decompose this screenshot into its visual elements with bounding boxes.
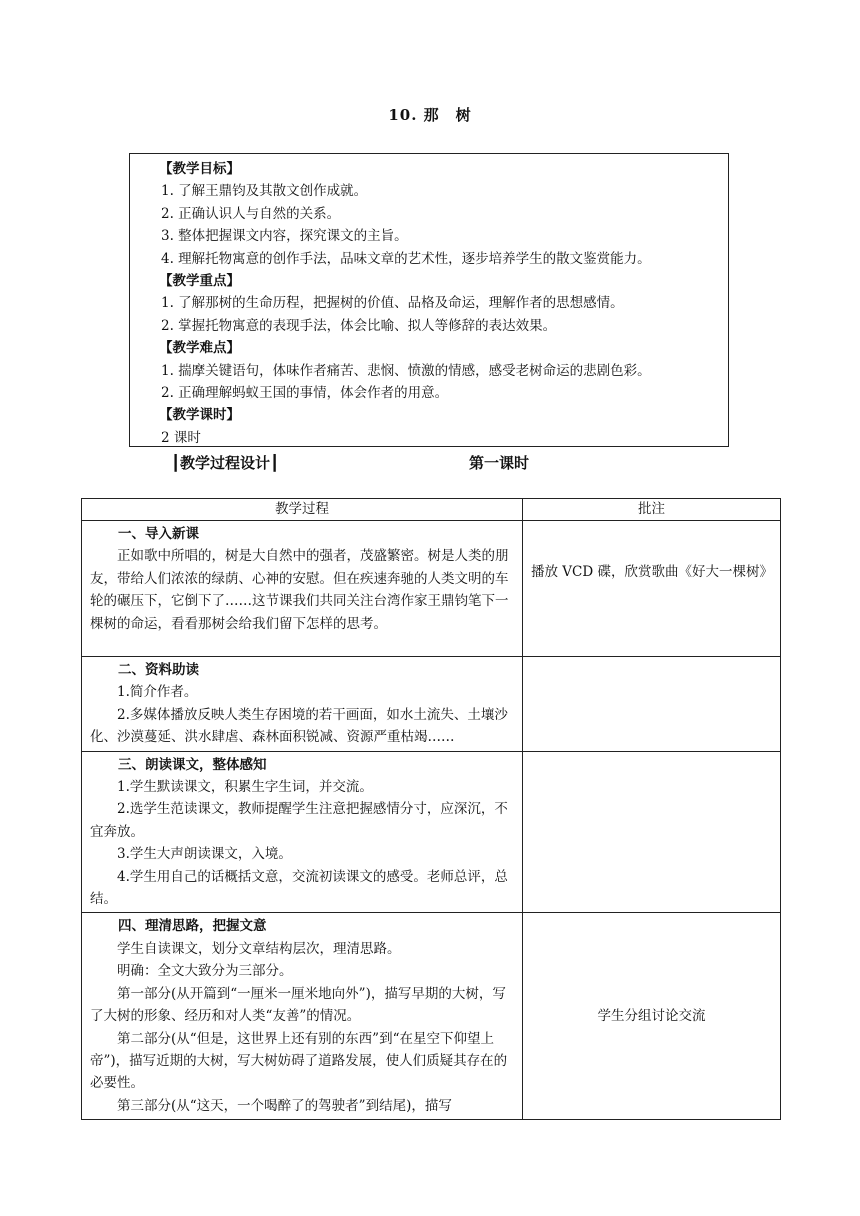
row-line: 学生自读课文，划分文章结构层次，理清思路。: [117, 940, 401, 957]
difficult-point-item: 1. 揣摩关键语句，体味作者痛苦、悲悯、愤激的情感，感受老树命运的悲剧色彩。: [161, 362, 651, 379]
table-row: [82, 521, 781, 657]
process-cell: [82, 751, 523, 913]
row-heading: 四、理清思路，把握文意: [118, 918, 267, 935]
table-row: [82, 913, 781, 1120]
section-heading: ┃教学过程设计┃: [171, 454, 280, 472]
objectives-box: [129, 153, 729, 447]
goal-item: 2. 正确认识人与自然的关系。: [161, 205, 341, 222]
note-cell: 学生分组讨论交流: [523, 913, 781, 1120]
row-line: 2.选学生范读课文，教师提醒学生注意把握感情分寸，应深沉，不宜奔放。: [90, 801, 508, 840]
note-cell: [523, 751, 781, 913]
teaching-process-table: [81, 498, 781, 1120]
key-heading: 【教学重点】: [159, 273, 240, 290]
row-line: 第一部分(从开篇到“一厘米一厘米地向外”)，描写早期的大树，写了大树的形象、经历和对人类“友善”的情况。: [90, 985, 506, 1025]
row-line: 4.学生用自己的话概括文意，交流初读课文的感受。老师总评，总结。: [90, 868, 508, 908]
hours-value: 2 课时: [161, 429, 201, 446]
difficult-heading: 【教学难点】: [159, 340, 240, 357]
row-heading: 一、导入新课: [118, 526, 199, 542]
goals-heading: 【教学目标】: [159, 161, 240, 177]
row-line: 3.学生大声朗读课文，入境。: [117, 846, 292, 863]
goal-item: 4. 理解托物寓意的创作手法，品味文章的艺术性，逐步培养学生的散文鉴赏能力。: [161, 250, 651, 267]
key-point-item: 1. 了解那树的生命历程，把握树的价值、品格及命运，理解作者的思想感情。: [161, 295, 624, 312]
row-heading: 三、朗读课文，整体感知: [118, 756, 267, 773]
key-point-item: 2. 掌握托物寓意的表现手法，体会比喻、拟人等修辞的表达效果。: [161, 317, 557, 334]
header-process: 教学过程: [82, 499, 523, 521]
row-line: 第二部分(从“但是，这世界上还有别的东西”到“在星空下仰望上帝”)，描写近期的大树，写大树妨碍了道路发展，使人们质疑其存在的必要性。: [90, 1030, 508, 1092]
row-line: 1.学生默读课文，积累生字生词，并交流。: [117, 779, 373, 796]
table-header-row: [82, 499, 781, 521]
table-row: [82, 657, 781, 752]
header-notes: 批注: [523, 499, 781, 521]
process-cell: [82, 657, 523, 752]
row-heading: 二、资料助读: [118, 662, 199, 678]
row-line: 明确：全文大致分为三部分。: [117, 963, 293, 980]
hours-heading: 【教学课时】: [159, 407, 240, 424]
goal-item: 3. 整体把握课文内容，探究课文的主旨。: [161, 228, 408, 245]
row-line: 2.多媒体播放反映人类生存困境的若干画面，如水土流失、土壤沙化、沙漠蔓延、洪水肆虐、森林面积锐减、资源严重枯竭……: [90, 706, 508, 746]
process-cell: [82, 913, 523, 1120]
note-cell: [523, 657, 781, 752]
lesson-title: 10. 那 树: [388, 106, 472, 124]
period-heading: 第一课时: [469, 454, 530, 472]
difficult-point-item: 2. 正确理解蚂蚁王国的事情，体会作者的用意。: [161, 385, 449, 402]
table-row: [82, 751, 781, 913]
row-paragraph: 正如歌中所唱的，树是大自然中的强者，茂盛繁密。树是人类的朋友，带给人们浓浓的绿荫、心神的安慰。但在疾速奔驰的人类文明的车轮的碾压下，它倒下了……这节课我们共同关注台湾作家王鼎钧笔下一棵树的命运，看看那树会给我们留下怎样的思考。: [90, 548, 509, 632]
process-cell: [82, 521, 523, 657]
goal-item: 1. 了解王鼎钧及其散文创作成就。: [161, 183, 368, 200]
note-cell: 播放 VCD 碟，欣赏歌曲《好大一棵树》: [523, 521, 781, 657]
row-line: 1.简介作者。: [117, 684, 198, 701]
row-line: 第三部分(从“这天，一个喝醉了的驾驶者”到结尾)，描写: [117, 1097, 452, 1114]
